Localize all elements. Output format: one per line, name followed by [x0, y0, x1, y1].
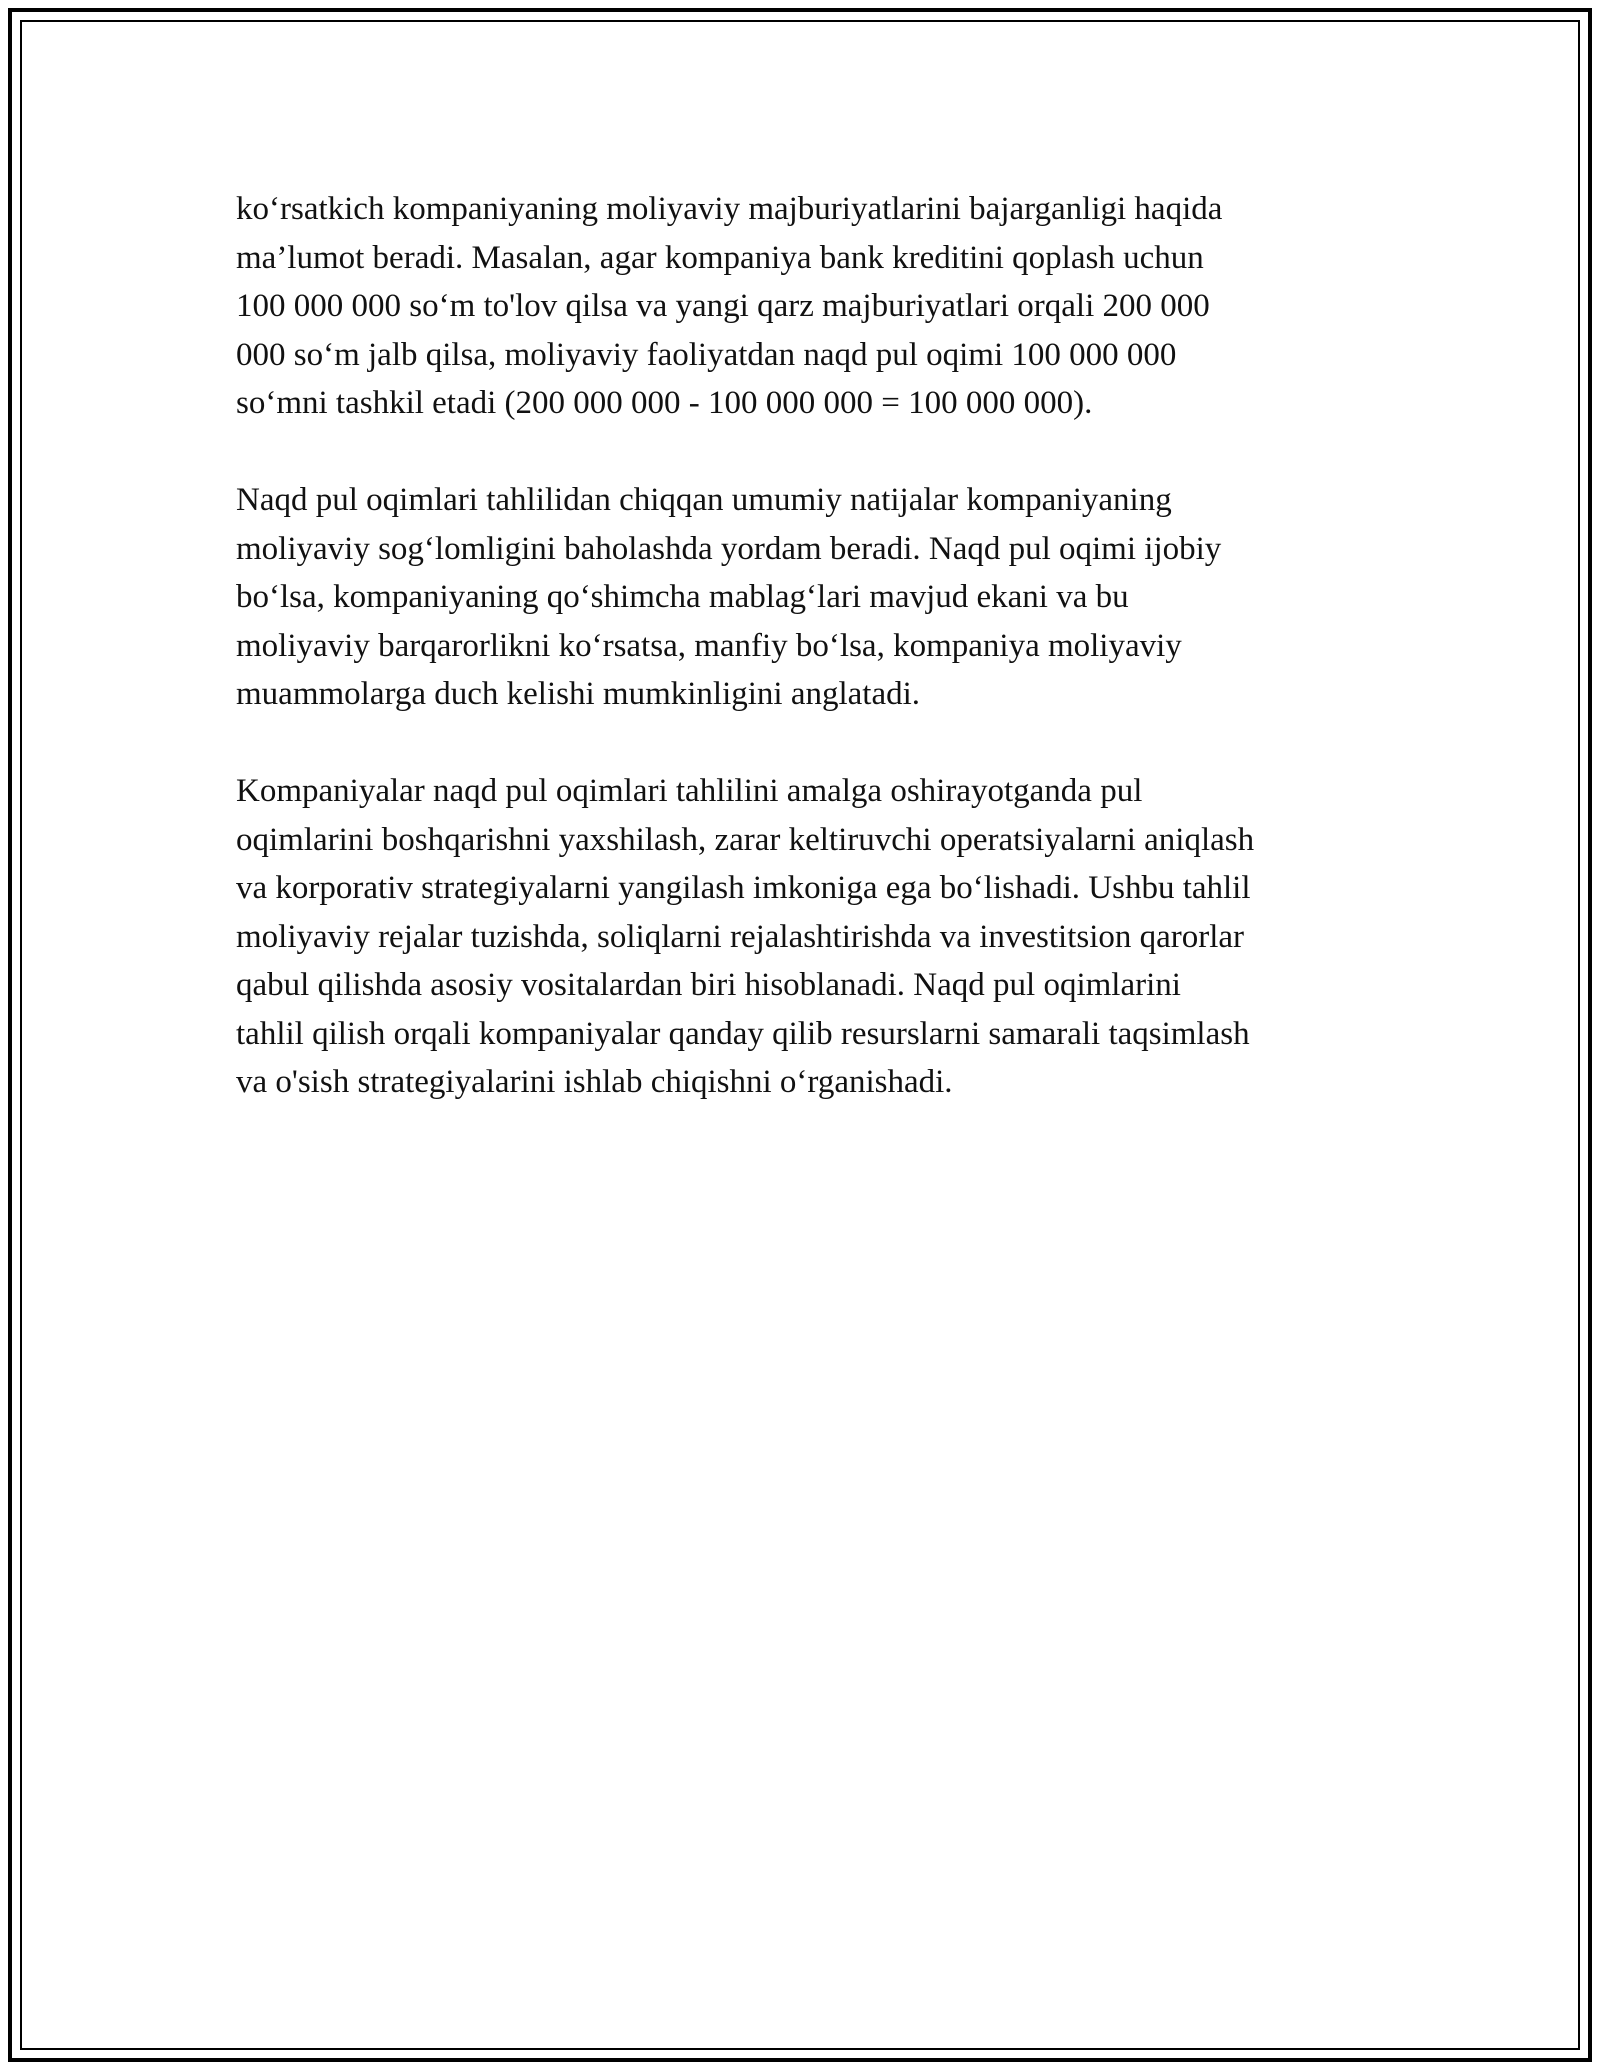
text-line: tahlil qilish orqali kompaniyalar qanday qilib resurslarni samarali taqsimlash	[236, 1015, 1250, 1052]
document-body	[236, 185, 1396, 1155]
text-line: bo‘lsa, kompaniyaning qo‘shimcha mablag‘lari mavjud ekani va bu	[236, 579, 1129, 615]
text-line: qabul qilishda asosiy vositalardan biri hisoblanadi. Naqd pul oqimlarini	[236, 967, 1181, 1003]
paragraph-financing-cash-flow	[236, 185, 1396, 428]
text-line: muammolarga duch kelishi mumkinligini anglatadi.	[236, 676, 921, 712]
text-line: va korporativ strategiyalarni yangilash imkoniga ega bo‘lishadi. Ushbu tahlil	[236, 870, 1251, 906]
text-line: moliyaviy rejalar tuzishda, soliqlarni rejalashtirishda va investitsion qarorlar	[236, 918, 1245, 955]
text-line: ma’lumot beradi. Masalan, agar kompaniya bank kreditini qoplash uchun	[236, 239, 1204, 276]
paragraph-analysis-benefits	[236, 767, 1396, 1107]
paragraph-overall-results	[236, 476, 1396, 719]
text-line: ko‘rsatkich kompaniyaning moliyaviy majburiyatlarini bajarganligi haqida	[236, 191, 1223, 227]
text-line: 000 so‘m jalb qilsa, moliyaviy faoliyatdan naqd pul oqimi 100 000 000	[236, 336, 1177, 373]
text-line: so‘mni tashkil etadi (200 000 000 - 100 000 000 = 100 000 000).	[236, 385, 1093, 421]
text-line: 100 000 000 so‘m to'lov qilsa va yangi qarz majburiyatlari orqali 200 000	[236, 288, 1210, 324]
text-line: Naqd pul oqimlari tahlilidan chiqqan umumiy natijalar kompaniyaning	[236, 482, 1172, 518]
text-line: oqimlarini boshqarishni yaxshilash, zarar keltiruvchi operatsiyalarni aniqlash	[236, 821, 1255, 858]
text-line: moliyaviy sog‘lomligini baholashda yordam beradi. Naqd pul oqimi ijobiy	[236, 530, 1222, 567]
text-line: va o'sish strategiyalarini ishlab chiqishni o‘rganishadi.	[236, 1064, 953, 1100]
text-line: Kompaniyalar naqd pul oqimlari tahlilini amalga oshirayotganda pul	[236, 773, 1143, 809]
text-line: moliyaviy barqarorlikni ko‘rsatsa, manfiy bo‘lsa, kompaniya moliyaviy	[236, 627, 1182, 664]
